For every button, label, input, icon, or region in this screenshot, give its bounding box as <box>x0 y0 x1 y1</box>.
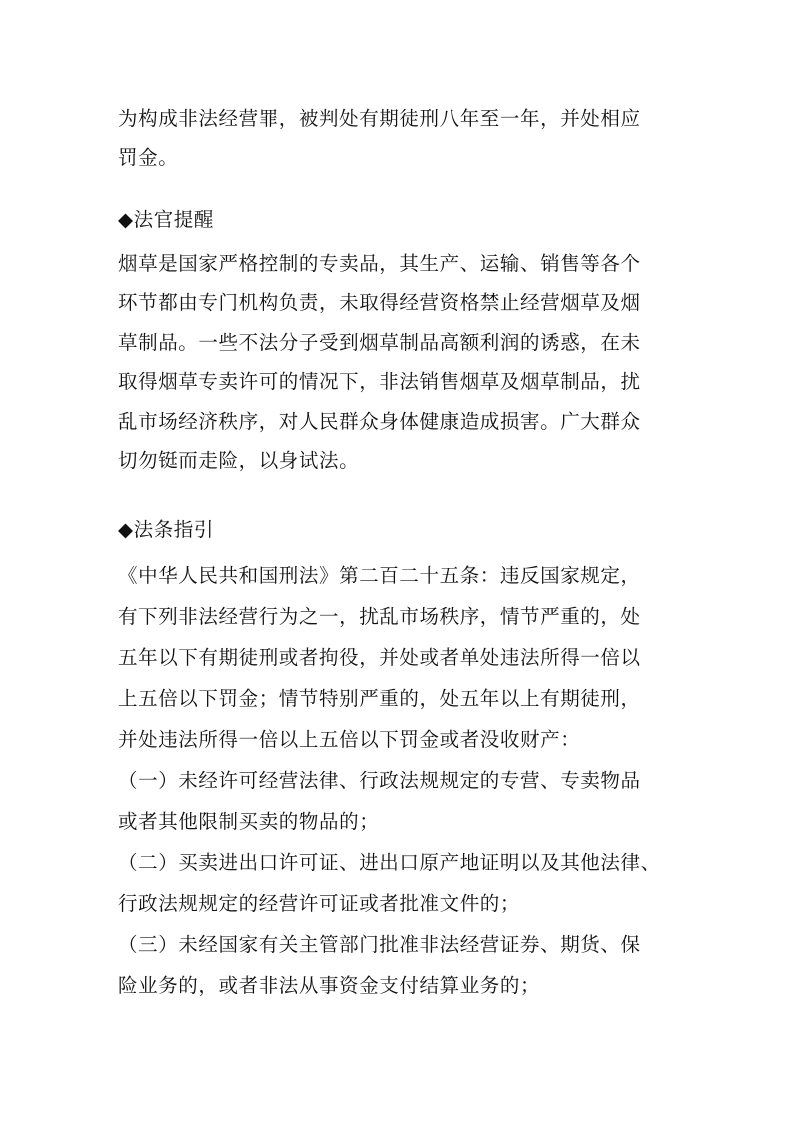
reminder-heading: ◆法官提醒 <box>118 208 214 231</box>
law-line-5: 并处违法所得一倍以上五倍以下罚金或者没收财产： <box>118 728 581 751</box>
reminder-line-5: 乱市场经济秩序，对人民群众身体健康造成损害。广大群众 <box>118 410 641 433</box>
law-line-3: 五年以下有期徒刑或者拘役，并处或者单处违法所得一倍以 <box>118 646 641 669</box>
reminder-line-4: 取得烟草专卖许可的情况下，非法销售烟草及烟草制品，扰 <box>118 370 641 393</box>
reminder-line-6: 切勿铤而走险，以身试法。 <box>118 449 360 472</box>
law-line-10: （三）未经国家有关主管部门批准非法经营证券、期货、保 <box>118 933 641 956</box>
reminder-line-2: 环节都由专门机构负责，未取得经营资格禁止经营烟草及烟 <box>118 291 641 314</box>
law-line-9: 行政法规规定的经营许可证或者批准文件的； <box>118 892 521 915</box>
law-line-7: 或者其他限制买卖的物品的； <box>118 810 380 833</box>
law-line-8: （二）买卖进出口许可证、进出口原产地证明以及其他法律、 <box>118 851 661 874</box>
law-heading: ◆法条指引 <box>118 518 214 541</box>
reminder-line-1: 烟草是国家严格控制的专卖品，其生产、运输、销售等各个 <box>118 252 641 275</box>
law-line-1: 《中华人民共和国刑法》第二百二十五条：违反国家规定， <box>118 564 641 587</box>
law-line-6: （一）未经许可经营法律、行政法规规定的专营、专卖物品 <box>118 769 641 792</box>
reminder-line-3: 草制品。一些不法分子受到烟草制品高额利润的诱惑，在未 <box>118 331 641 354</box>
law-line-11: 险业务的，或者非法从事资金支付结算业务的； <box>118 974 541 997</box>
intro-line-2: 罚金。 <box>118 146 179 169</box>
law-line-4: 上五倍以下罚金；情节特别严重的，处五年以上有期徒刑， <box>118 687 641 710</box>
law-line-2: 有下列非法经营行为之一，扰乱市场秩序，情节严重的，处 <box>118 605 641 628</box>
intro-line-1: 为构成非法经营罪，被判处有期徒刑八年至一年，并处相应 <box>118 107 641 130</box>
